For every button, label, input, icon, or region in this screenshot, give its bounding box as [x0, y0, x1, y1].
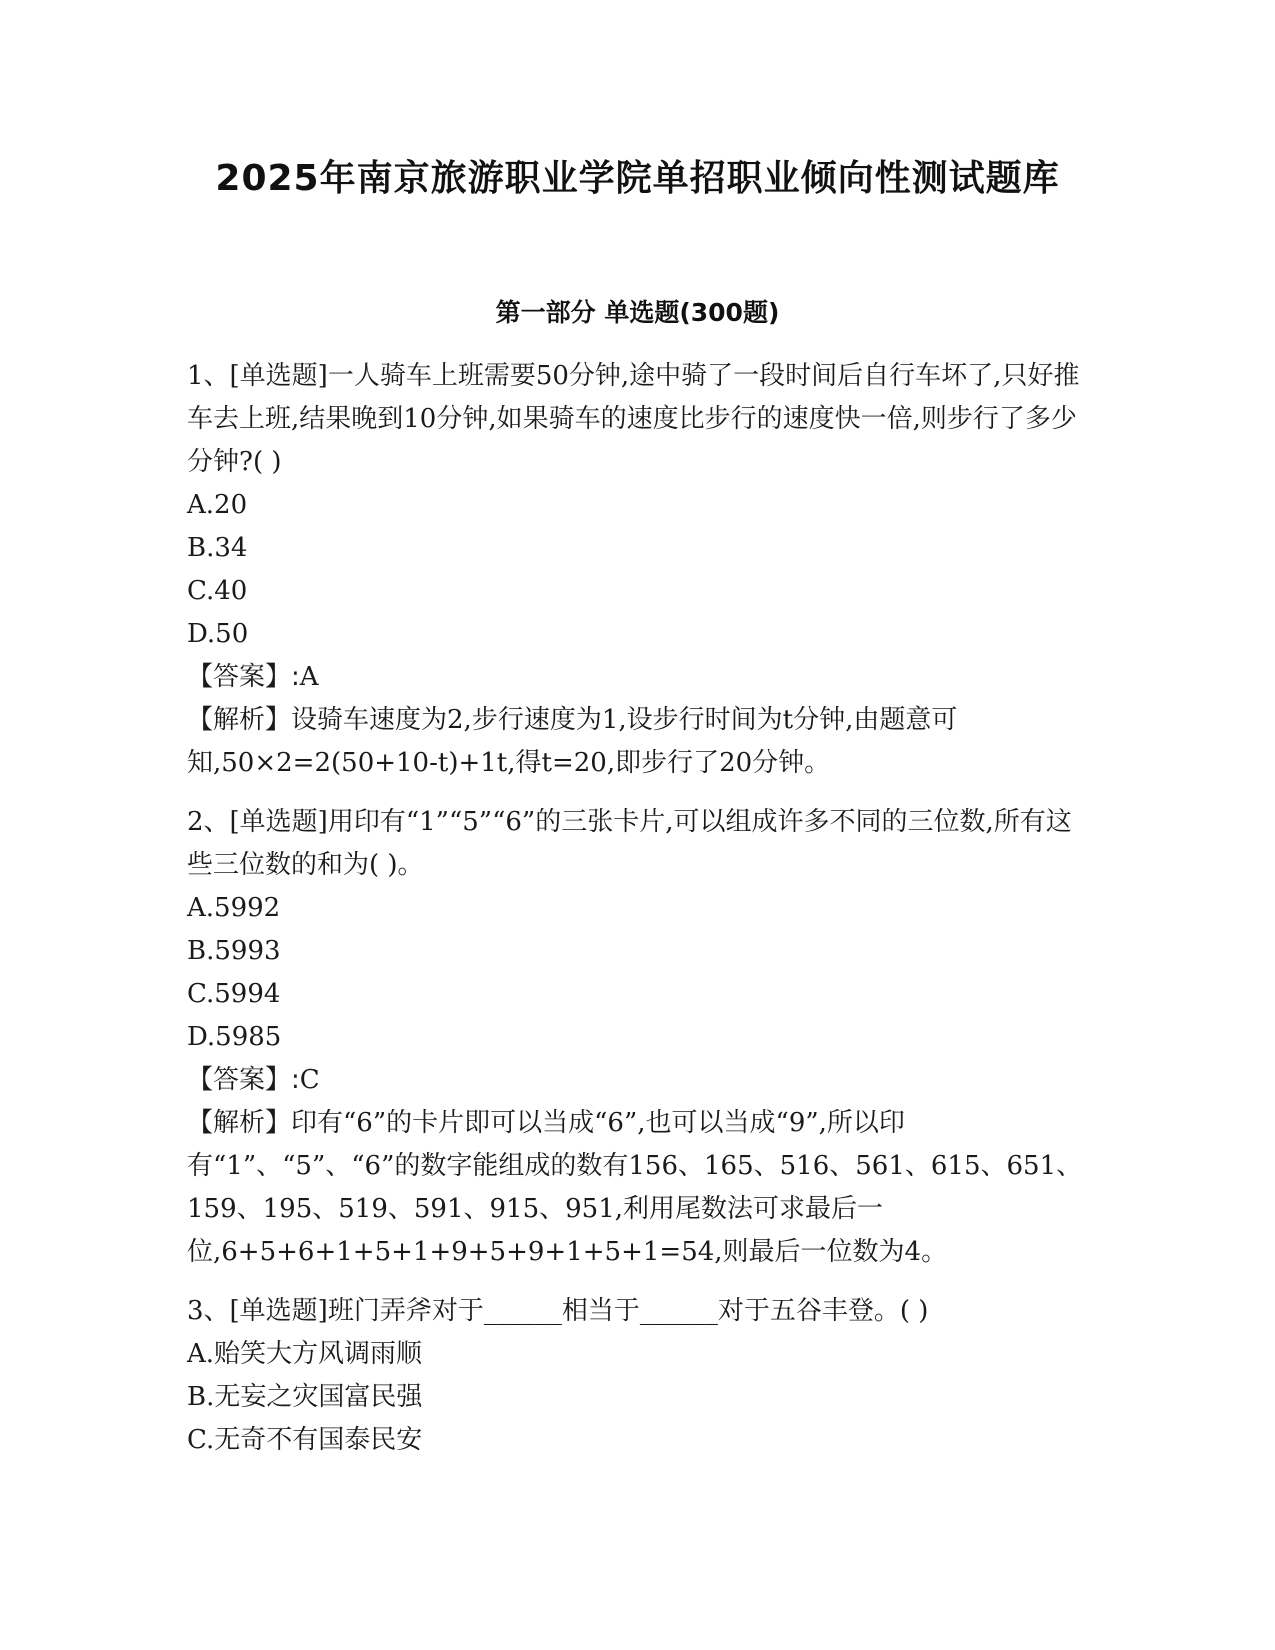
- question-item: [187, 1290, 1087, 1462]
- option-b: B.34: [187, 533, 248, 563]
- option-c: C.5994: [187, 979, 281, 1009]
- answer-label: 【答案】:: [187, 662, 300, 692]
- option-a: A.贻笑大方风调雨顺: [187, 1339, 423, 1369]
- question-item: [187, 355, 1087, 785]
- option-d: D.50: [187, 619, 249, 649]
- question-stem: 3、[单选题]班门弄斧对于______相当于______对于五谷丰登。( ): [187, 1296, 929, 1326]
- document-title: 2025年南京旅游职业学院单招职业倾向性测试题库: [215, 158, 1060, 199]
- option-a: A.20: [187, 490, 248, 520]
- analysis-label: 【解析】: [187, 1108, 292, 1138]
- question-item: [187, 801, 1087, 1274]
- option-b: B.无妄之灾国富民强: [187, 1382, 423, 1412]
- analysis-text: 设骑车速度为2,步行速度为1,设步行时间为t分钟,由题意可知,50×2=2(50+10-t)+1t,得t=20,即步行了20分钟。: [187, 705, 958, 778]
- question-stem: 2、[单选题]用印有“1”“5”“6”的三张卡片,可以组成许多不同的三位数,所有这些三位数的和为( )。: [187, 807, 1072, 880]
- answer-label: 【答案】:: [187, 1065, 300, 1095]
- option-b: B.5993: [187, 936, 281, 966]
- answer-value: C: [299, 1065, 320, 1095]
- question-list: [187, 355, 1087, 1462]
- option-c: C.40: [187, 576, 248, 606]
- question-stem: 1、[单选题]一人骑车上班需要50分钟,途中骑了一段时间后自行车坏了,只好推车去上班,结果晚到10分钟,如果骑车的速度比步行的速度快一倍,则步行了多少分钟?( ): [187, 361, 1080, 477]
- option-a: A.5992: [187, 893, 281, 923]
- analysis-paragraph: [187, 699, 1087, 785]
- answer-line: [187, 656, 1087, 699]
- answer-value: A: [299, 662, 319, 692]
- answer-line: [187, 1059, 1087, 1102]
- option-c: C.无奇不有国泰民安: [187, 1425, 423, 1455]
- section-title: 第一部分 单选题(300题): [495, 298, 780, 327]
- analysis-paragraph: [187, 1102, 1087, 1274]
- analysis-label: 【解析】: [187, 705, 292, 735]
- option-d: D.5985: [187, 1022, 282, 1052]
- analysis-text: 印有“6”的卡片即可以当成“6”,也可以当成“9”,所以印有“1”、“5”、“6”的数字能组成的数有156、165、516、561、615、651、159、195、519、591、915、951,利用尾数法可求最后一位,6+5+6+1+5+1+9+5+9+1+5+1=54,则最后一位数为4。: [187, 1108, 1083, 1267]
